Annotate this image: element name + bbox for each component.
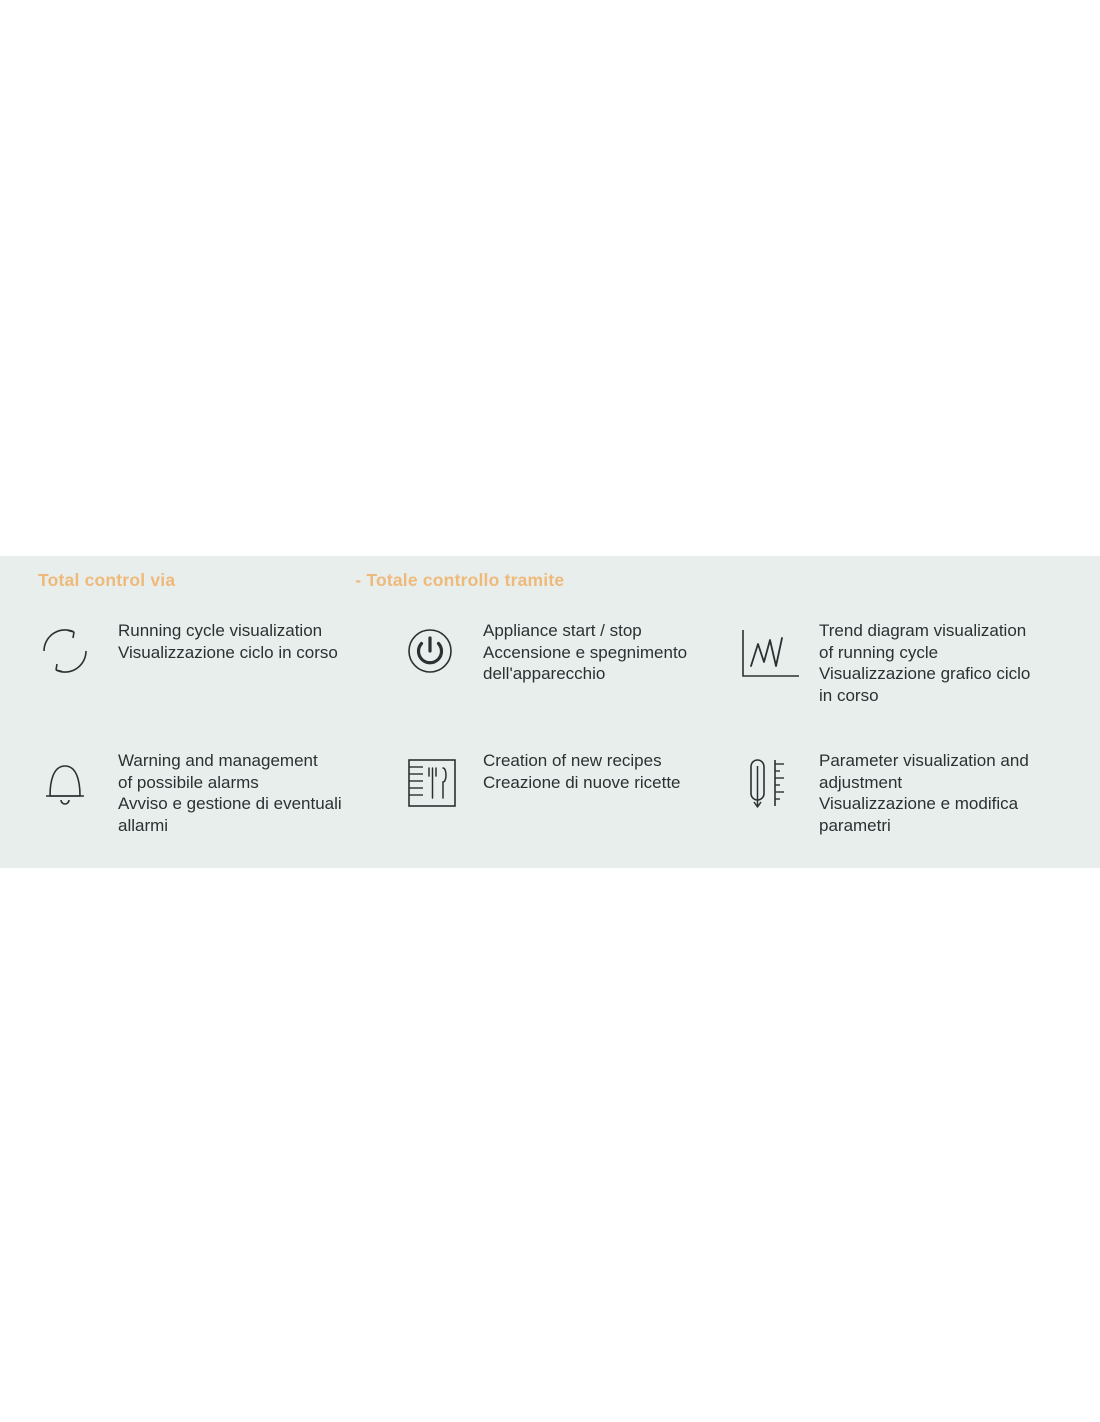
alarm-bell-icon — [36, 748, 118, 822]
feature-it-line-2: parametri — [819, 815, 891, 835]
feature-en-line: Trend diagram visualization — [819, 621, 1027, 640]
feature-text — [483, 748, 681, 793]
feature-item-alarms — [0, 748, 370, 868]
power-button-icon — [401, 618, 483, 692]
cycle-arrows-icon — [36, 618, 118, 692]
feature-en-line: Parameter visualization and — [819, 751, 1029, 770]
feature-en-line: Warning and management — [118, 751, 318, 770]
feature-it-line: Accensione e spegnimento — [483, 642, 688, 662]
feature-it-line-2: allarmi — [118, 815, 169, 835]
feature-it-line: Visualizzazione ciclo in corso — [118, 642, 338, 662]
band-heading-it: Totale controllo tramite — [366, 570, 565, 590]
feature-item-trend-diagram — [720, 618, 1100, 748]
feature-row-1 — [0, 618, 1100, 748]
parameter-slider-icon — [737, 748, 819, 822]
trend-diagram-icon — [737, 618, 819, 692]
feature-it-line: Visualizzazione grafico ciclo — [819, 664, 1031, 683]
feature-item-running-cycle — [0, 618, 370, 748]
feature-it-line-2: in corso — [819, 685, 879, 705]
feature-text — [483, 618, 687, 685]
feature-row-2 — [0, 748, 1100, 868]
feature-item-new-recipes — [370, 748, 720, 868]
feature-en-line-2: adjustment — [819, 772, 903, 792]
feature-en-line-2: of running cycle — [819, 642, 939, 662]
band-heading — [38, 570, 1062, 596]
feature-it-line: Creazione di nuove ricette — [483, 772, 681, 792]
feature-grid — [0, 618, 1100, 868]
feature-item-parameters — [720, 748, 1100, 868]
feature-en-line: Creation of new recipes — [483, 751, 662, 770]
feature-text — [819, 618, 1030, 706]
feature-it-line-2: dell'apparecchio — [483, 664, 606, 683]
feature-item-appliance-start-stop — [370, 618, 720, 748]
feature-it-line: Avviso e gestione di eventuali — [118, 794, 342, 813]
feature-en-line: Running cycle visualization — [118, 621, 323, 640]
feature-text — [118, 618, 338, 663]
feature-text — [118, 748, 342, 836]
feature-en-line-2: of possibile alarms — [118, 772, 259, 792]
feature-en-line: Appliance start / stop — [483, 621, 642, 640]
feature-text — [819, 748, 1029, 836]
band-heading-separator: - — [355, 570, 367, 590]
band-heading-en: Total control via — [38, 570, 176, 590]
recipe-utensils-icon — [401, 748, 483, 822]
feature-it-line: Visualizzazione e modifica — [819, 794, 1019, 813]
